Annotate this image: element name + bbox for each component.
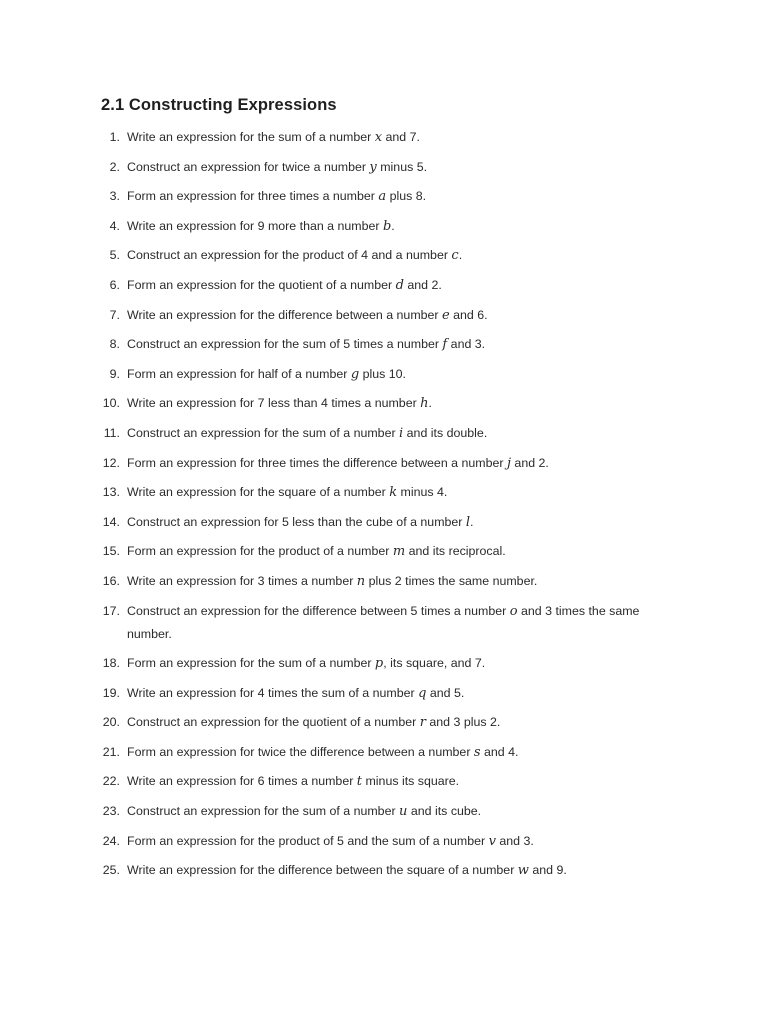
exercise-item xyxy=(92,156,682,179)
exercise-item xyxy=(92,363,682,386)
exercise-text: Write an expression for 3 times a number xyxy=(127,573,357,588)
exercise-text: Construct an expression for the quotient of a number xyxy=(127,715,420,730)
exercise-text-end: plus 2 times the same number. xyxy=(365,573,538,588)
exercise-variable: c xyxy=(451,248,459,264)
exercise-variable: m xyxy=(392,544,406,560)
exercise-number: 24. xyxy=(102,833,120,848)
exercise-text: Form an expression for twice the difference between a number xyxy=(127,744,474,759)
exercise-item xyxy=(92,215,682,238)
exercise-text-end: and 6. xyxy=(449,307,488,322)
exercise-text: Form an expression for half of a number xyxy=(127,366,351,381)
exercise-text: Write an expression for 4 times the sum of a number xyxy=(127,685,419,700)
exercise-text-end: and its double. xyxy=(403,425,488,440)
exercise-text: Write an expression for the difference between the square of a number xyxy=(127,863,518,878)
exercise-text-end: , its square, and 7. xyxy=(383,656,486,671)
exercise-variable: j xyxy=(506,455,511,471)
exercise-number: 6. xyxy=(109,277,120,292)
exercise-number: 10. xyxy=(102,396,120,411)
exercise-text: Form an expression for three times the difference between a number xyxy=(127,455,507,470)
exercise-variable: p xyxy=(374,656,384,672)
exercise-item xyxy=(92,711,682,734)
exercise-item xyxy=(92,511,682,534)
exercise-text-end: plus 10. xyxy=(359,366,406,381)
exercise-number: 3. xyxy=(109,189,120,204)
exercise-number: 7. xyxy=(109,307,120,322)
exercise-text: Form an expression for the quotient of a number xyxy=(127,277,396,292)
exercise-variable: f xyxy=(442,337,448,353)
exercise-variable: h xyxy=(420,396,429,412)
exercise-number: 11. xyxy=(103,425,120,440)
exercise-item xyxy=(92,741,682,764)
exercise-text: Write an expression for the sum of a number xyxy=(127,130,375,144)
exercise-text-end: . xyxy=(428,396,432,411)
exercise-item xyxy=(92,652,682,675)
exercise-text-end: plus 8. xyxy=(386,189,427,204)
exercise-text-end: . xyxy=(458,248,463,263)
exercise-text: Write an expression for 6 times a number xyxy=(127,774,357,789)
exercise-number: 17. xyxy=(102,603,120,618)
exercise-text-end: and 3. xyxy=(447,337,486,352)
exercise-list xyxy=(92,126,682,889)
exercise-item xyxy=(92,682,682,705)
exercise-item xyxy=(92,859,682,882)
exercise-text-end: and its cube. xyxy=(407,804,482,819)
exercise-variable: u xyxy=(399,804,408,820)
exercise-text: Construct an expression for 5 less than the cube of a number xyxy=(127,514,466,529)
exercise-number: 14. xyxy=(102,514,120,529)
exercise-variable: y xyxy=(369,159,377,175)
exercise-variable: e xyxy=(442,307,450,323)
exercise-item xyxy=(92,540,682,563)
exercise-text: Construct an expression for the difference between 5 times a number xyxy=(127,603,510,618)
exercise-variable: k xyxy=(389,485,398,501)
exercise-item xyxy=(92,770,682,793)
exercise-number: 22. xyxy=(102,774,120,789)
exercise-text-end: and its reciprocal. xyxy=(405,544,506,559)
exercise-text-end: minus its square. xyxy=(362,774,460,789)
exercise-number: 12. xyxy=(102,455,120,470)
exercise-item xyxy=(92,481,682,504)
exercise-text: Form an expression for three times a number xyxy=(127,189,379,204)
exercise-variable: o xyxy=(509,603,518,619)
exercise-item xyxy=(92,185,682,208)
exercise-text-end: minus 5. xyxy=(376,159,428,174)
exercise-item xyxy=(92,244,682,267)
exercise-variable: v xyxy=(488,833,496,849)
exercise-item xyxy=(92,600,682,646)
exercise-text: Construct an expression for the product of 4 and a number xyxy=(127,248,452,263)
exercise-text-end: and 4. xyxy=(480,744,519,759)
exercise-variable: q xyxy=(418,685,427,701)
exercise-text-end: and 3 times the same number. xyxy=(127,603,640,641)
exercise-item xyxy=(92,422,682,445)
exercise-text-end: and 7. xyxy=(382,130,420,144)
exercise-text-end: and 2. xyxy=(510,455,549,470)
exercise-item xyxy=(92,126,682,149)
exercise-text-end: and 2. xyxy=(403,277,442,292)
exercise-item xyxy=(92,304,682,327)
exercise-text-end: . xyxy=(391,218,395,233)
exercise-text: Form an expression for the product of a number xyxy=(127,544,393,559)
exercise-number: 16. xyxy=(102,573,120,588)
exercise-variable: s xyxy=(473,744,481,760)
exercise-text: Write an expression for 7 less than 4 times a number xyxy=(127,396,421,411)
exercise-text-end: and 3. xyxy=(495,833,534,848)
exercise-variable: w xyxy=(517,863,529,879)
exercise-number: 8. xyxy=(109,337,120,352)
exercise-text-end: minus 4. xyxy=(397,485,448,500)
exercise-text-end: and 3 plus 2. xyxy=(425,715,501,730)
exercise-variable: b xyxy=(382,218,392,234)
exercise-number: 18. xyxy=(102,656,120,671)
exercise-text-end: and 9. xyxy=(528,863,567,878)
exercise-variable: i xyxy=(399,425,404,441)
exercise-variable: t xyxy=(356,774,363,790)
exercise-number: 1. xyxy=(109,130,120,144)
exercise-number: 20. xyxy=(102,715,120,730)
exercise-item xyxy=(92,800,682,823)
exercise-item xyxy=(92,274,682,297)
exercise-variable: r xyxy=(419,715,426,731)
exercise-text: Construct an expression for twice a number xyxy=(127,159,370,174)
exercise-variable: l xyxy=(465,514,471,530)
exercise-text-end: and 5. xyxy=(426,685,465,700)
exercise-variable: d xyxy=(395,277,404,293)
exercise-number: 9. xyxy=(109,366,120,381)
exercise-text: Form an expression for the sum of a number xyxy=(127,656,375,671)
exercise-variable: x xyxy=(374,130,383,145)
exercise-text: Form an expression for the product of 5 and the sum of a number xyxy=(127,833,489,848)
exercise-text: Construct an expression for the sum of a number xyxy=(127,425,400,440)
exercise-text: Construct an expression for the sum of 5 times a number xyxy=(127,337,443,352)
exercise-variable: n xyxy=(356,573,366,589)
exercise-text-end: . xyxy=(470,514,474,529)
exercise-item xyxy=(92,392,682,415)
exercise-item xyxy=(92,830,682,853)
exercise-item xyxy=(92,333,682,356)
exercise-variable: g xyxy=(350,366,360,382)
exercise-text: Construct an expression for the sum of a number xyxy=(127,804,400,819)
exercise-number: 15. xyxy=(102,544,120,559)
exercise-item xyxy=(92,452,682,475)
exercise-item xyxy=(92,570,682,593)
exercise-text: Write an expression for the square of a number xyxy=(127,485,390,500)
exercise-text: Write an expression for the difference between a number xyxy=(127,307,442,322)
exercise-number: 5. xyxy=(109,248,120,263)
exercise-number: 19. xyxy=(102,685,120,700)
exercise-number: 23. xyxy=(102,804,120,819)
exercise-number: 2. xyxy=(109,159,120,174)
exercise-number: 13. xyxy=(102,485,120,500)
exercise-number: 21. xyxy=(102,744,120,759)
exercise-number: 25. xyxy=(102,863,120,878)
exercise-text: Write an expression for 9 more than a number xyxy=(127,218,383,233)
section-title: 2.1 Constructing Expressions xyxy=(101,96,337,114)
exercise-number: 4. xyxy=(109,218,120,233)
exercise-variable: a xyxy=(378,189,387,205)
